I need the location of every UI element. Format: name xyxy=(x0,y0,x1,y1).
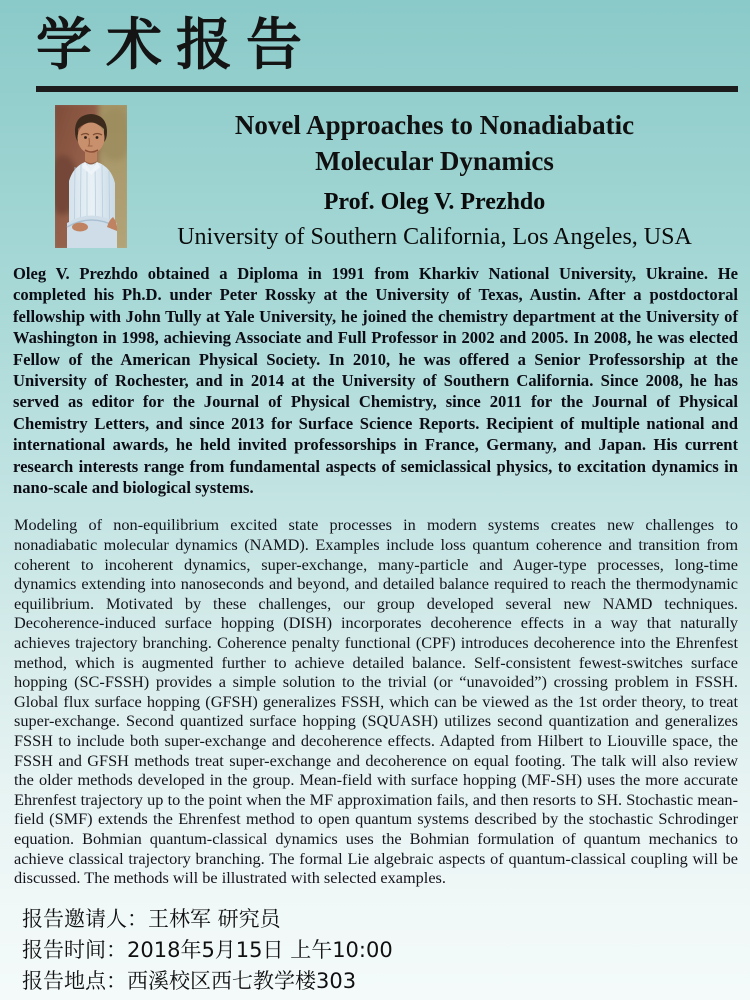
event-location-line: 报告地点：西溪校区西七教学楼303 xyxy=(22,968,357,993)
talk-title-block xyxy=(127,105,742,251)
speaker-biography: Oleg V. Prezhdo obtained a Diploma in 1991 from Kharkiv National University, Ukraine. He completed his Ph.D. under Peter Rossky at the University of Texas, Austin. After a postdoctoral fellowship with John Tully at Yale University, he joined the chemistry department at the University of Washington in 1998, achieving Associate and Full Professor in 2002 and 2005. In 2008, he was elected Fellow of the American Physical Society. In 2010, he was offered a Senior Professorship at the University of Rochester, and in 2014 at the University of Southern California. Since 2008, he has served as editor for the Journal of Physical Chemistry, since 2011 for the Journal of Physical Chemistry Letters, and since 2013 for Surface Science Reports. Recipient of multiple national and international awards, he held invited professorships in France, Germany, and Japan. His current research interests range from fundamental aspects of semiclassical physics, to excitation dynamics in nano-scale and biological systems. xyxy=(13,264,738,498)
talk-title-line1: Novel Approaches to Nonadiabatic xyxy=(234,110,635,140)
hero-section xyxy=(55,105,742,251)
speaker-photo-illustration xyxy=(55,105,127,248)
event-details xyxy=(22,904,750,997)
event-time-line: 报告时间：2018年5月15日 上午10:00 xyxy=(22,937,393,962)
header-divider xyxy=(36,86,738,92)
speaker-photo xyxy=(55,105,127,248)
poster-header xyxy=(0,0,750,82)
speaker-name: Prof. Oleg V. Prezhdo xyxy=(323,189,546,215)
talk-abstract: Modeling of non-equilibrium excited state processes in modern systems creates new challenges to nonadiabatic molecular dynamics (NAMD). Examples include loss quantum coherence and transition from coherent to incoherent dynamics, super-exchange, many-particle and Auger-type processes, long-time dynamics extending into nanoseconds and beyond, and detailed balance required to reach the thermodynamic equilibrium. Motivated by these challenges, our group developed several new NAMD techniques. Decoherence-induced surface hopping (DISH) incorporates decoherence effects in a way that naturally achieves trajectory branching. Coherence penalty functional (CPF) introduces decoherence into the Ehrenfest method, which is augmented further to achieve detailed balance. Self-consistent fewest-switches surface hopping (SC-FSSH) provides a simple solution to the trivial (or “unavoided”) crossing problem in FSSH. Global flux surface hopping (GFSH) generalizes FSSH, which can be viewed as the 1st order theory, to treat super-exchange. Second quantized surface hopping (SQUASH) utilizes second quantization and generalizes FSSH to include both super-exchange and decoherence effects. Adapted from Hilbert to Liouville space, the FSSH and GFSH methods treat super-exchange and decoherence on equal footing. The talk will also review the older methods developed in the group. Mean-field with surface hopping (MF-SH) uses the more accurate Ehrenfest trajectory up to the point when the MF approximation fails, and then resorts to SH. Stochastic mean-field (SMF) extends the Ehrenfest method to open quantum systems described by the stochastic Schrodinger equation. Bohmian quantum-classical dynamics uses the Bohmian formulation of quantum mechanics to achieve classical trajectory branching. The formal Lie algebraic aspects of quantum-classical coupling will be discussed. The methods will be illustrated with selected examples. xyxy=(14,515,738,888)
page-title: 学术报告 xyxy=(36,13,316,78)
event-host-line: 报告邀请人：王林军 研究员 xyxy=(22,906,281,931)
talk-title-line2: Molecular Dynamics xyxy=(315,146,554,176)
speaker-affiliation: University of Southern California, Los Angeles, USA xyxy=(177,224,692,250)
